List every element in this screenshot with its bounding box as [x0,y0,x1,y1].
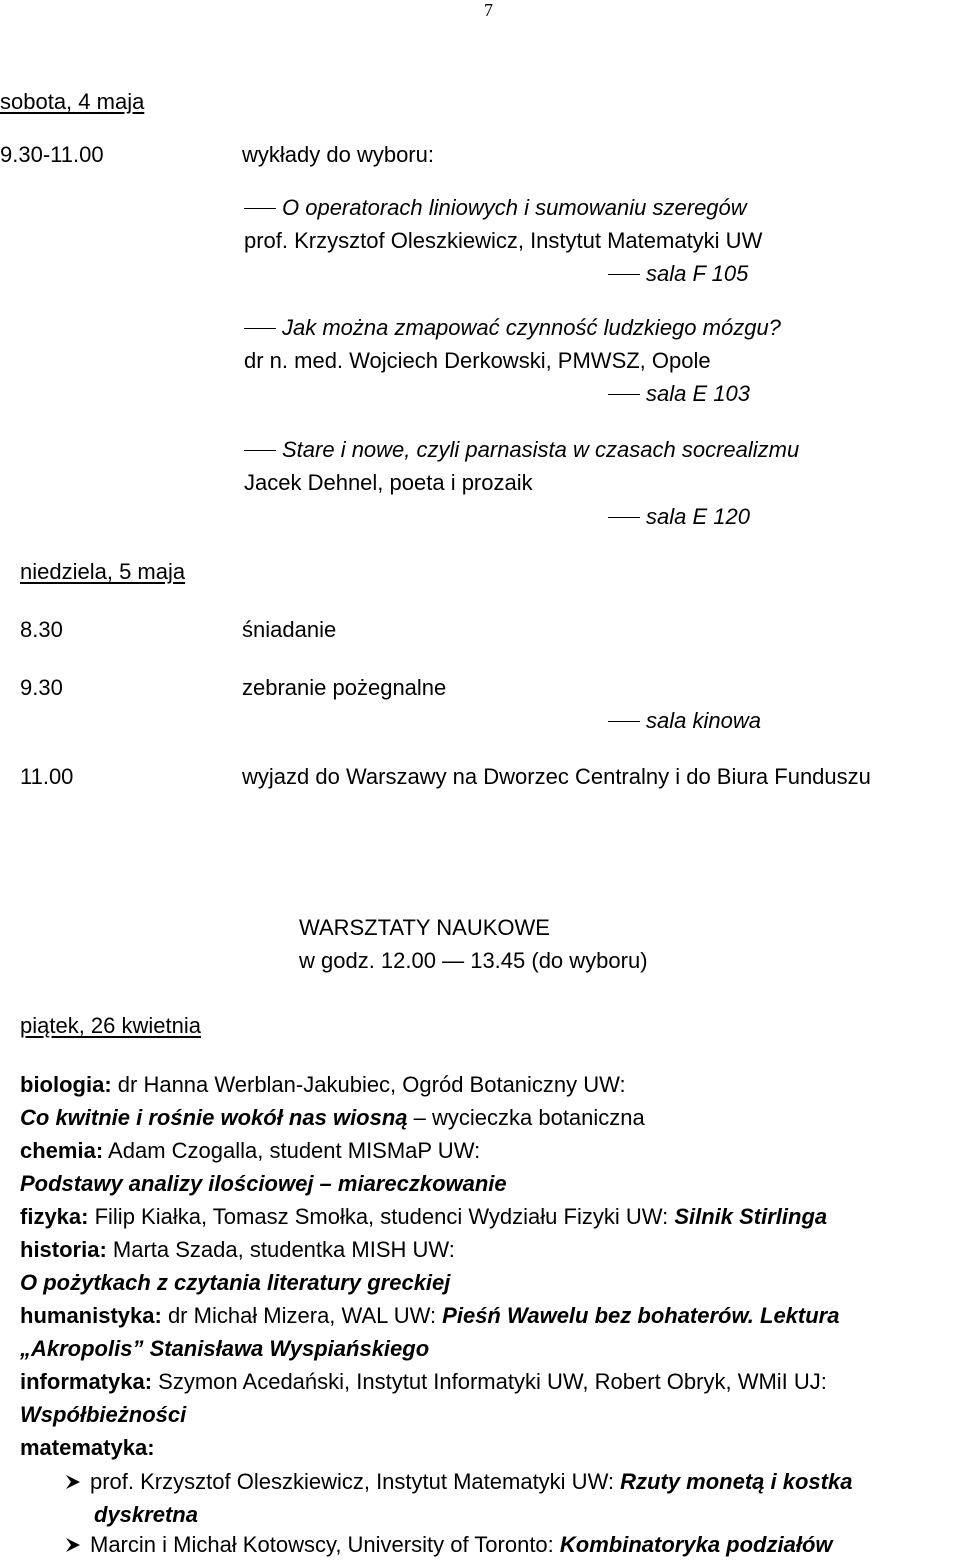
workshop-chemia-title: Podstawy analizy ilościowej – miareczkowanie [20,1171,507,1196]
lecture-1-room: sala F 105 [608,260,748,288]
workshop-historia-title: O pożytkach z czytania literatury greckiej [20,1270,451,1295]
sunday-time-3: 11.00 [20,764,74,789]
workshop-matematyka: matematyka: [20,1435,155,1460]
matematyka-item-2: Marcin i Michał Kotowscy, University of Toronto: Kombinatoryka podziałów [64,1531,833,1559]
workshop-informatyka: informatyka: Szymon Acedański, Instytut Informatyki UW, Robert Obryk, WMiI UJ: [20,1369,827,1394]
em-dash [244,208,276,209]
sunday-label-2: zebranie pożegnalne [242,675,447,700]
saturday-heading: sobota, 4 maja [0,89,145,114]
em-dash [244,328,276,329]
workshops-hours: w godz. 12.00 — 13.45 (do wyboru) [299,948,648,973]
em-dash [608,517,640,518]
workshop-biologia-title: Co kwitnie i rośnie wokół nas wiosną – wycieczka botaniczna [20,1105,645,1130]
saturday-label: wykłady do wyboru: [242,142,434,167]
em-dash [608,721,640,722]
lecture-3-title: Stare i nowe, czyli parnasista w czasach socrealizmu [244,436,799,464]
em-dash [608,274,640,275]
sunday-heading: niedziela, 5 maja [20,559,186,584]
em-dash [608,394,640,395]
lecture-3-room: sala E 120 [608,503,750,531]
workshop-biologia: biologia: dr Hanna Werblan-Jakubiec, Ogród Botaniczny UW: [20,1072,626,1097]
lecture-2-title: Jak można zmapować czynność ludzkiego mózgu? [244,314,781,342]
matematyka-item-1-title: dyskretna [94,1502,198,1527]
workshops-title: WARSZTATY NAUKOWE [299,915,550,940]
page-number: 7 [484,0,493,20]
workshop-informatyka-title: Współbieżności [20,1402,187,1427]
sunday-time-1: 8.30 [20,617,63,642]
workshop-humanistyka: humanistyka: dr Michał Mizera, WAL UW: Pieśń Wawelu bez bohaterów. Lektura [20,1303,840,1328]
workshop-historia: historia: Marta Szada, studentka MISH UW: [20,1237,455,1262]
workshop-chemia: chemia: Adam Czogalla, student MISMaP UW: [20,1138,481,1163]
sunday-room-2: sala kinowa [608,707,761,735]
workshop-humanistyka-title: „Akropolis” Stanisława Wyspiańskiego [20,1336,430,1361]
matematyka-item-1: prof. Krzysztof Oleszkiewicz, Instytut Matematyki UW: Rzuty monetą i kostka [64,1468,852,1496]
sunday-label-3: wyjazd do Warszawy na Dworzec Centralny i do Biura Funduszu [242,764,871,789]
lecture-1-speaker: prof. Krzysztof Oleszkiewicz, Instytut Matematyki UW [244,228,763,253]
saturday-time: 9.30-11.00 [0,142,104,167]
em-dash [244,450,276,451]
sunday-label-1: śniadanie [242,617,337,642]
lecture-1-title: O operatorach liniowych i sumowaniu szeregów [244,194,747,222]
arrow-bullet-icon [64,1468,90,1496]
arrow-bullet-icon [64,1531,90,1559]
workshops-day: piątek, 26 kwietnia [20,1013,201,1038]
lecture-3-speaker: Jacek Dehnel, poeta i prozaik [244,470,533,495]
lecture-2-room: sala E 103 [608,380,750,408]
sunday-time-2: 9.30 [20,675,63,700]
lecture-2-speaker: dr n. med. Wojciech Derkowski, PMWSZ, Opole [244,348,711,373]
workshop-fizyka: fizyka: Filip Kiałka, Tomasz Smołka, studenci Wydziału Fizyki UW: Silnik Stirlinga [20,1204,828,1229]
